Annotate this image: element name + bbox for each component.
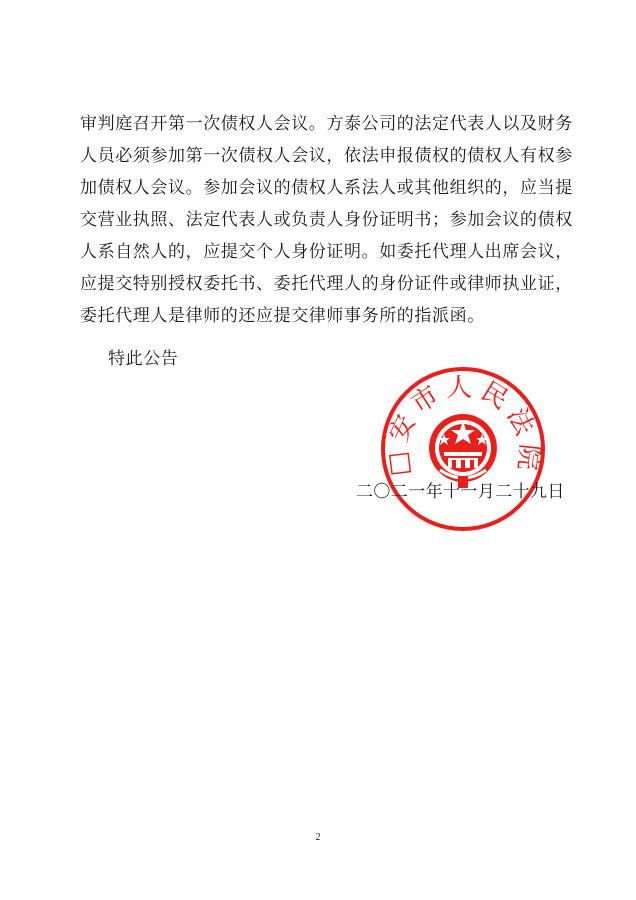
national-emblem-icon	[429, 414, 497, 488]
announcement-date: 二〇二一年十一月二十九日	[356, 482, 565, 502]
body-line: 人系自然人的，应提交个人身份证明。如委托代理人出席会议，	[80, 242, 573, 262]
body-line: 应提交特别授权委托书、委托代理人的身份证件或律师执业证，	[80, 274, 573, 294]
body-line: 人员必须参加第一次债权人会议，依法申报债权的债权人有权参	[80, 146, 573, 166]
body-line: 委托代理人是律师的还应提交律师事务所的指派函。	[80, 306, 485, 326]
body-line: 交营业执照、法定代表人或负责人身份证明书；参加会议的债权	[80, 210, 573, 230]
page-number: 2	[315, 832, 321, 843]
seal-text: □安市人民法院	[381, 372, 545, 478]
body-line: 加债权人会议。参加会议的债权人系法人或其他组织的，应当提	[80, 178, 573, 198]
body-line: 审判庭召开第一次债权人会议。方泰公司的法定代表人以及财务	[80, 114, 573, 134]
court-seal	[378, 364, 548, 534]
closing-statement: 特此公告	[108, 349, 179, 369]
